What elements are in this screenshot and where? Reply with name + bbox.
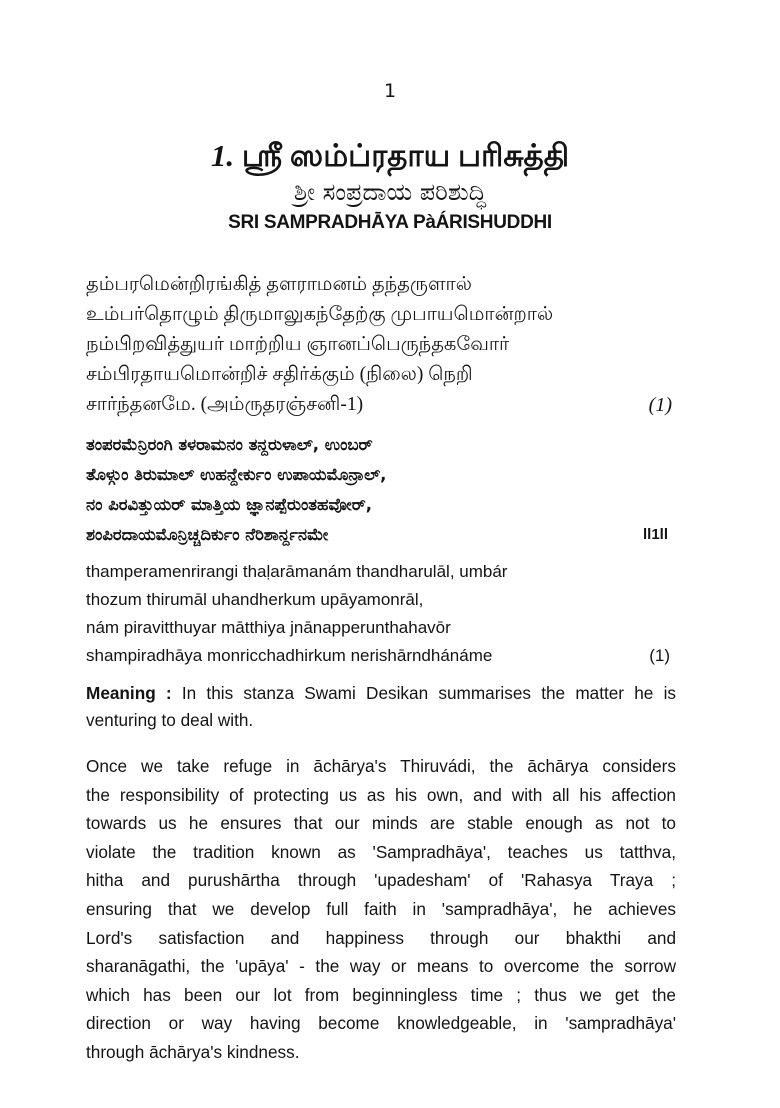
verse-line [86, 586, 672, 614]
paragraph-line: direction or way having become knowledgeable, in 'sampradhāya' [86, 1013, 676, 1034]
verse-text: ಶಂಪಿರದಾಯಮೊನ್ರಿಚ್ಚದಿರ್ಕುಂ ನೆರಿಶಾರ್ನ್ದನಮೇ [86, 525, 329, 544]
meaning-text: In this stanza Swami Desikan summarises the matter he is venturing to deal with. [86, 683, 676, 730]
verse-line [86, 270, 672, 300]
verse-line [86, 330, 672, 360]
paragraph-line: sharanāgathi, the 'upāya' - the way or means to overcome the sorrow [86, 956, 676, 977]
chapter-number: 1. [210, 138, 235, 173]
verse-number-marker: (1) [649, 646, 670, 665]
verse-line [86, 520, 672, 550]
verse-number-marker: (1) [648, 394, 672, 416]
meaning-paragraph [86, 680, 676, 734]
verse-line [86, 390, 672, 420]
verse-text: ತೊಳ್ಗುಂ ತಿರುಮಾಲ್ ಉಹನ್ದೇರ್ಕುಂ ಉಪಾಯಮೊನ್ರಾಲ್, [86, 465, 387, 484]
verse-line [86, 430, 672, 460]
verse-line [86, 614, 672, 642]
explanation-paragraph [86, 752, 676, 1067]
chapter-title-block [0, 136, 780, 238]
meaning-label: Meaning : [86, 683, 172, 703]
verse-line [86, 300, 672, 330]
page-number: 1 [383, 80, 397, 102]
verse-text: சார்ந்தனமே. (அம்ருதரஞ்சனி-1) [86, 394, 364, 415]
chapter-title-tamil [0, 136, 780, 176]
paragraph-line: towards us he ensures that our minds are stable enough as not to [86, 813, 676, 834]
paragraph-line: ensuring that we develop full faith in 'sampradhāya', he achieves [86, 898, 676, 919]
verse-text: thamperamenrirangi thaḷarāmanám thandharulāl, umbár [86, 562, 508, 581]
verse-text: சம்பிரதாயமொன்றிச் சதிர்க்கும் (நிலை) நெறி [86, 364, 473, 385]
verse-kannada [86, 430, 672, 550]
paragraph-line: violate the tradition known as 'Sampradhāya', teaches us tatthva, [86, 841, 676, 862]
verse-line [86, 460, 672, 490]
verse-tamil [86, 270, 672, 420]
verse-text: உம்பர்தொழும் திருமாலுகந்தேற்கு முபாயமொன்றால் [86, 304, 554, 325]
verse-text: shampiradhāya monricchadhirkum nerishārndhánáme [86, 646, 493, 665]
verse-line [86, 360, 672, 390]
verse-text: ನಂ ಪಿರವಿತ್ತುಯರ್ ಮಾತ್ತಿಯ ಜ್ಞಾನಪ್ಪೆರುಂತಹವೋರ್, [86, 495, 373, 514]
verse-line [86, 642, 672, 670]
paragraph-line: Lord's satisfaction and happiness through our bhakthi and [86, 927, 676, 948]
verse-text: thozum thirumāl uhandherkum upāyamonrāl, [86, 590, 424, 609]
chapter-title-english: SRI SAMPRADHĀYA PàÁRISHUDDHI [228, 212, 552, 233]
paragraph-line: hitha and purushārtha through 'upadesham' of 'Rahasya Traya ; [86, 870, 676, 891]
verse-text: தம்பரமென்றிரங்கித் தளராமனம் தந்தருளால் [86, 274, 472, 295]
paragraph-line: the responsibility of protecting us as his own, and with all his affection [86, 784, 676, 805]
chapter-title-tamil-text: ஸ்ரீ ஸம்ப்ரதாய பரிசுத்தி [241, 138, 570, 173]
paragraph-line: which has been our lot from beginningless time ; thus we get the [86, 984, 676, 1005]
verse-text: நம்பிறவித்துயர் மாற்றிய ஞானப்பெருந்தகவோர் [86, 334, 510, 355]
verse-transliteration [86, 558, 672, 670]
verse-text: ತಂಪರಮೆನ್ರಿರಂಗಿ ತಳರಾಮನಂ ತನ್ದರುಳಾಲ್, ಉಂಬರ್ [86, 435, 373, 454]
chapter-title-kannada: ಶ್ರೀ ಸಂಪ್ರದಾಯ ಪರಿಶುದ್ಧಿ [293, 178, 487, 206]
paragraph-line: through āchārya's kindness. [86, 1041, 300, 1062]
verse-line [86, 490, 672, 520]
paragraph-line: Once we take refuge in āchārya's Thiruvádi, the āchārya considers [86, 756, 676, 776]
verse-line [86, 558, 672, 586]
verse-number-marker: ll1ll [642, 526, 668, 543]
verse-text: nám piravitthuyar mātthiya jnānapperunthahavōr [86, 618, 451, 637]
